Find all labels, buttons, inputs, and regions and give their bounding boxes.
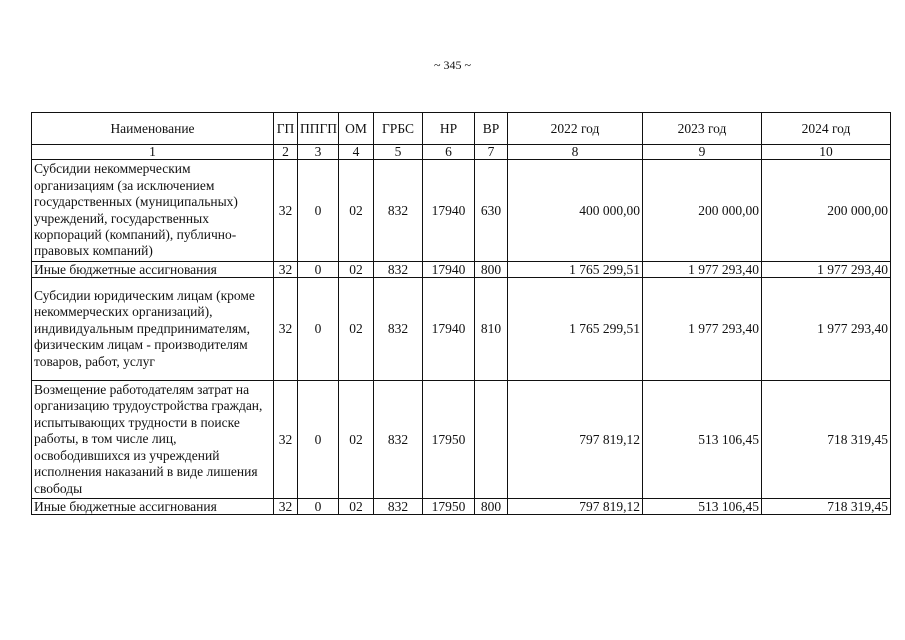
cell-om: 02 (339, 160, 374, 262)
cell-nr: 17940 (423, 278, 475, 381)
cell-nr: 17950 (423, 381, 475, 499)
cell-grbs: 832 (374, 381, 423, 499)
column-number: 3 (298, 145, 339, 160)
column-number: 6 (423, 145, 475, 160)
cell-vr: 810 (475, 278, 508, 381)
cell-gp: 32 (274, 381, 298, 499)
cell-nr: 17950 (423, 499, 475, 515)
page-number: ~ 345 ~ (434, 58, 471, 72)
cell-ppgp: 0 (298, 262, 339, 278)
table-row (32, 160, 891, 262)
cell-2022: 400 000,00 (508, 160, 643, 262)
row-name: Субсидии некоммерческим организациям (за исключением государственных (муниципальных) учреждений, государственных корпораций (компаний), публично-правовых компаний) (32, 160, 274, 262)
header-grbs: ГРБС (374, 113, 423, 145)
cell-om: 02 (339, 262, 374, 278)
column-number: 8 (508, 145, 643, 160)
cell-vr (475, 381, 508, 499)
table-row (32, 381, 891, 499)
cell-grbs: 832 (374, 160, 423, 262)
column-number-row (32, 145, 891, 160)
cell-nr: 17940 (423, 160, 475, 262)
cell-gp: 32 (274, 262, 298, 278)
row-name: Субсидии юридическим лицам (кроме некоммерческих организаций), индивидуальным предпринимателям, физическим лицам - производителям товаров, работ, услуг (32, 278, 274, 381)
cell-2023: 1 977 293,40 (643, 262, 762, 278)
cell-ppgp: 0 (298, 499, 339, 515)
cell-om: 02 (339, 381, 374, 499)
header-2023: 2023 год (643, 113, 762, 145)
cell-ppgp: 0 (298, 278, 339, 381)
row-name: Возмещение работодателям затрат на организацию трудоустройства граждан, испытывающих трудности в поиске работы, в том числе лиц, освободившихся из учреждений исполнения наказаний в виде лишения свободы (32, 381, 274, 499)
cell-vr: 800 (475, 262, 508, 278)
column-number: 10 (762, 145, 891, 160)
cell-2023: 513 106,45 (643, 499, 762, 515)
column-number: 1 (32, 145, 274, 160)
header-2022: 2022 год (508, 113, 643, 145)
cell-2022: 1 765 299,51 (508, 262, 643, 278)
cell-2024: 200 000,00 (762, 160, 891, 262)
cell-grbs: 832 (374, 278, 423, 381)
cell-gp: 32 (274, 160, 298, 262)
cell-2024: 1 977 293,40 (762, 278, 891, 381)
header-om: ОМ (339, 113, 374, 145)
cell-om: 02 (339, 499, 374, 515)
cell-2023: 200 000,00 (643, 160, 762, 262)
cell-2024: 718 319,45 (762, 499, 891, 515)
column-number: 2 (274, 145, 298, 160)
header-vr: ВР (475, 113, 508, 145)
column-number: 4 (339, 145, 374, 160)
cell-gp: 32 (274, 278, 298, 381)
header-ppgp: ППГП (298, 113, 339, 145)
header-2024: 2024 год (762, 113, 891, 145)
row-name: Иные бюджетные ассигнования (32, 262, 274, 278)
table-row (32, 278, 891, 381)
cell-grbs: 832 (374, 499, 423, 515)
column-number: 9 (643, 145, 762, 160)
cell-gp: 32 (274, 499, 298, 515)
cell-2022: 1 765 299,51 (508, 278, 643, 381)
cell-2024: 718 319,45 (762, 381, 891, 499)
cell-nr: 17940 (423, 262, 475, 278)
cell-2022: 797 819,12 (508, 499, 643, 515)
cell-om: 02 (339, 278, 374, 381)
cell-2022: 797 819,12 (508, 381, 643, 499)
cell-2023: 1 977 293,40 (643, 278, 762, 381)
cell-ppgp: 0 (298, 381, 339, 499)
cell-2024: 1 977 293,40 (762, 262, 891, 278)
header-gp: ГП (274, 113, 298, 145)
column-number: 5 (374, 145, 423, 160)
table-header-row (32, 113, 891, 145)
cell-vr: 800 (475, 499, 508, 515)
header-nr: НР (423, 113, 475, 145)
cell-grbs: 832 (374, 262, 423, 278)
cell-2023: 513 106,45 (643, 381, 762, 499)
budget-table (31, 112, 891, 515)
header-name: Наименование (32, 113, 274, 145)
cell-vr: 630 (475, 160, 508, 262)
cell-ppgp: 0 (298, 160, 339, 262)
table-row (32, 499, 891, 515)
column-number: 7 (475, 145, 508, 160)
row-name: Иные бюджетные ассигнования (32, 499, 274, 515)
table-row (32, 262, 891, 278)
